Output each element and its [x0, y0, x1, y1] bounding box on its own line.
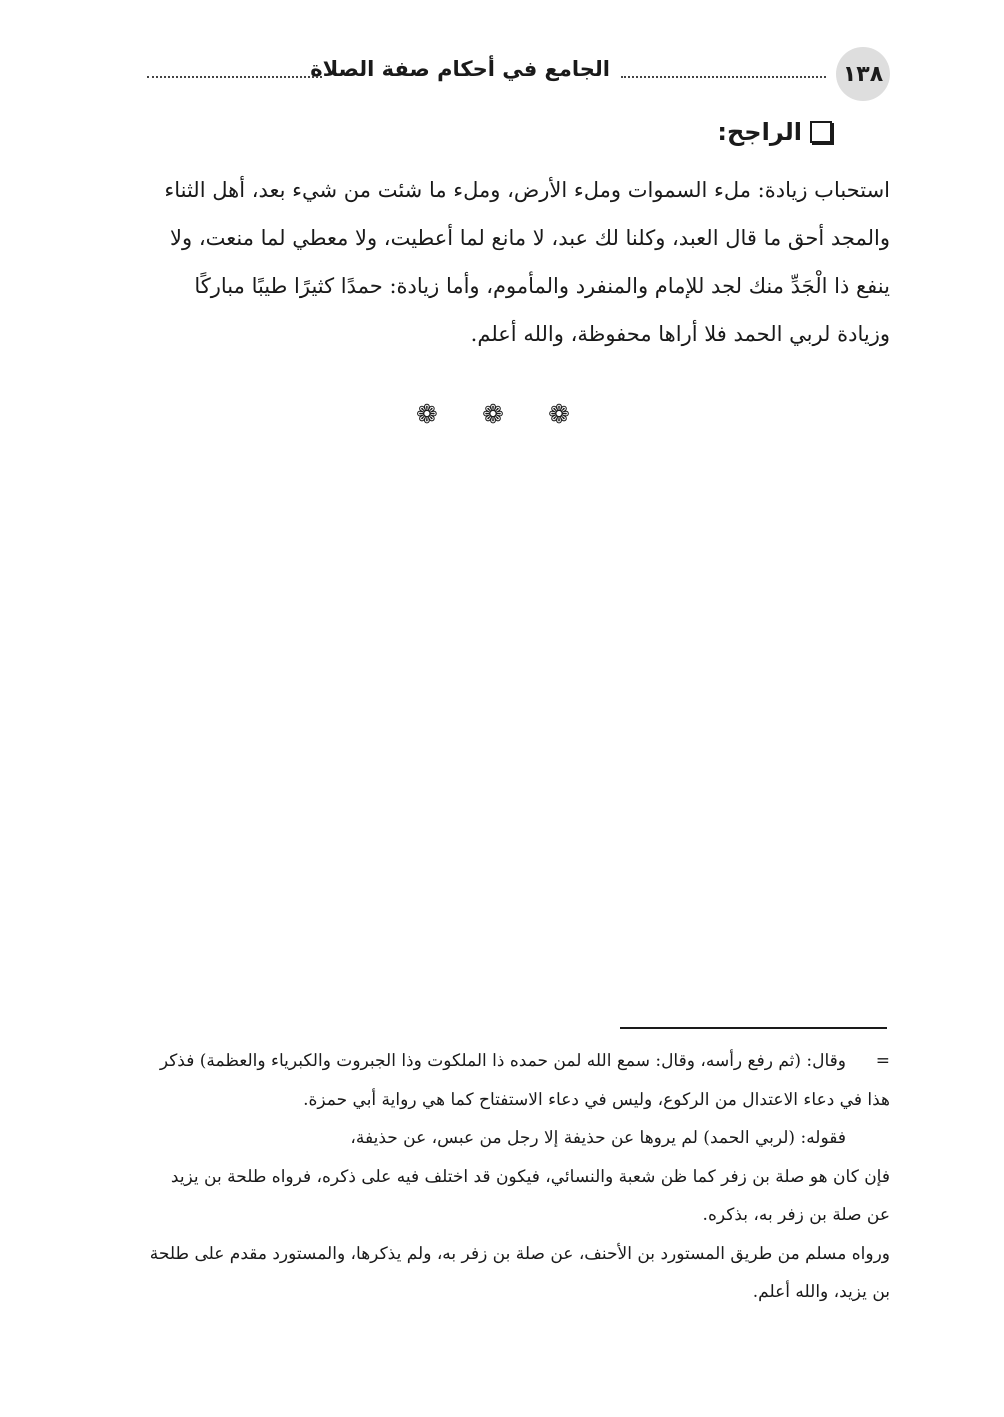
section-heading	[717, 118, 832, 146]
square-icon	[810, 121, 832, 143]
page-number: ١٣٨	[836, 47, 890, 101]
flower-ornament-icon: ❁	[416, 400, 456, 430]
footnotes	[145, 1042, 890, 1312]
footnote-line	[145, 1042, 890, 1119]
section-heading-label: الراجح:	[717, 118, 802, 146]
continuation-marker: =	[875, 1051, 890, 1071]
main-paragraph: استحباب زيادة: ملء السموات وملء الأرض، وملء ما شئت من شيء بعد، أهل الثناء والمجد أحق ما قال العبد، وكلنا لك عبد، لا مانع لما أعطيت، ولا معطي لما منعت، ولا ينفع ذا الْجَدِّ منك لجد للإمام والمنفرد والمأموم، وأما زيادة: حمدًا كثيرًا طيبًا مباركًا وزيادة لربي الحمد فلا أراها محفوظة، والله أعلم.	[164, 178, 890, 346]
flower-ornament-icon: ❁	[548, 400, 588, 430]
footnote-text: وقال: (ثم رفع رأسه، وقال: سمع الله لمن حمده ذا الملكوت وذا الجبروت والكبرياء والعظمة) فذكر هذا في دعاء الاعتدال من الركوع، وليس في دعاء الاستفتاح كما هي رواية أبي حمزة.	[159, 1051, 890, 1110]
book-title: الجامع في أحكام صفة الصلاة	[310, 57, 610, 81]
footnote-separator	[620, 1027, 887, 1029]
header-dotted-rule-right	[621, 76, 826, 78]
main-text	[145, 166, 890, 358]
header-dotted-rule-left	[147, 76, 322, 78]
footnote-line: فإن كان هو صلة بن زفر كما ظن شعبة والنسائي، فيكون قد اختلف فيه على ذكره، فرواه طلحة بن يزيد عن صلة بن زفر به، بذكره.	[170, 1166, 890, 1225]
flower-ornament-icon: ❁	[482, 400, 522, 430]
running-header	[145, 45, 890, 97]
footnote-line: فقوله: (لربي الحمد) لم يروها عن حذيفة إلا رجل من عبس، عن حذيفة،	[350, 1128, 846, 1148]
footnote-line: ورواه مسلم من طريق المستورد بن الأحنف، عن صلة بن زفر به، ولم يذكرها، والمستورد مقدم على طلحة بن يزيد، والله أعلم.	[149, 1243, 890, 1302]
section-divider	[0, 400, 1004, 430]
